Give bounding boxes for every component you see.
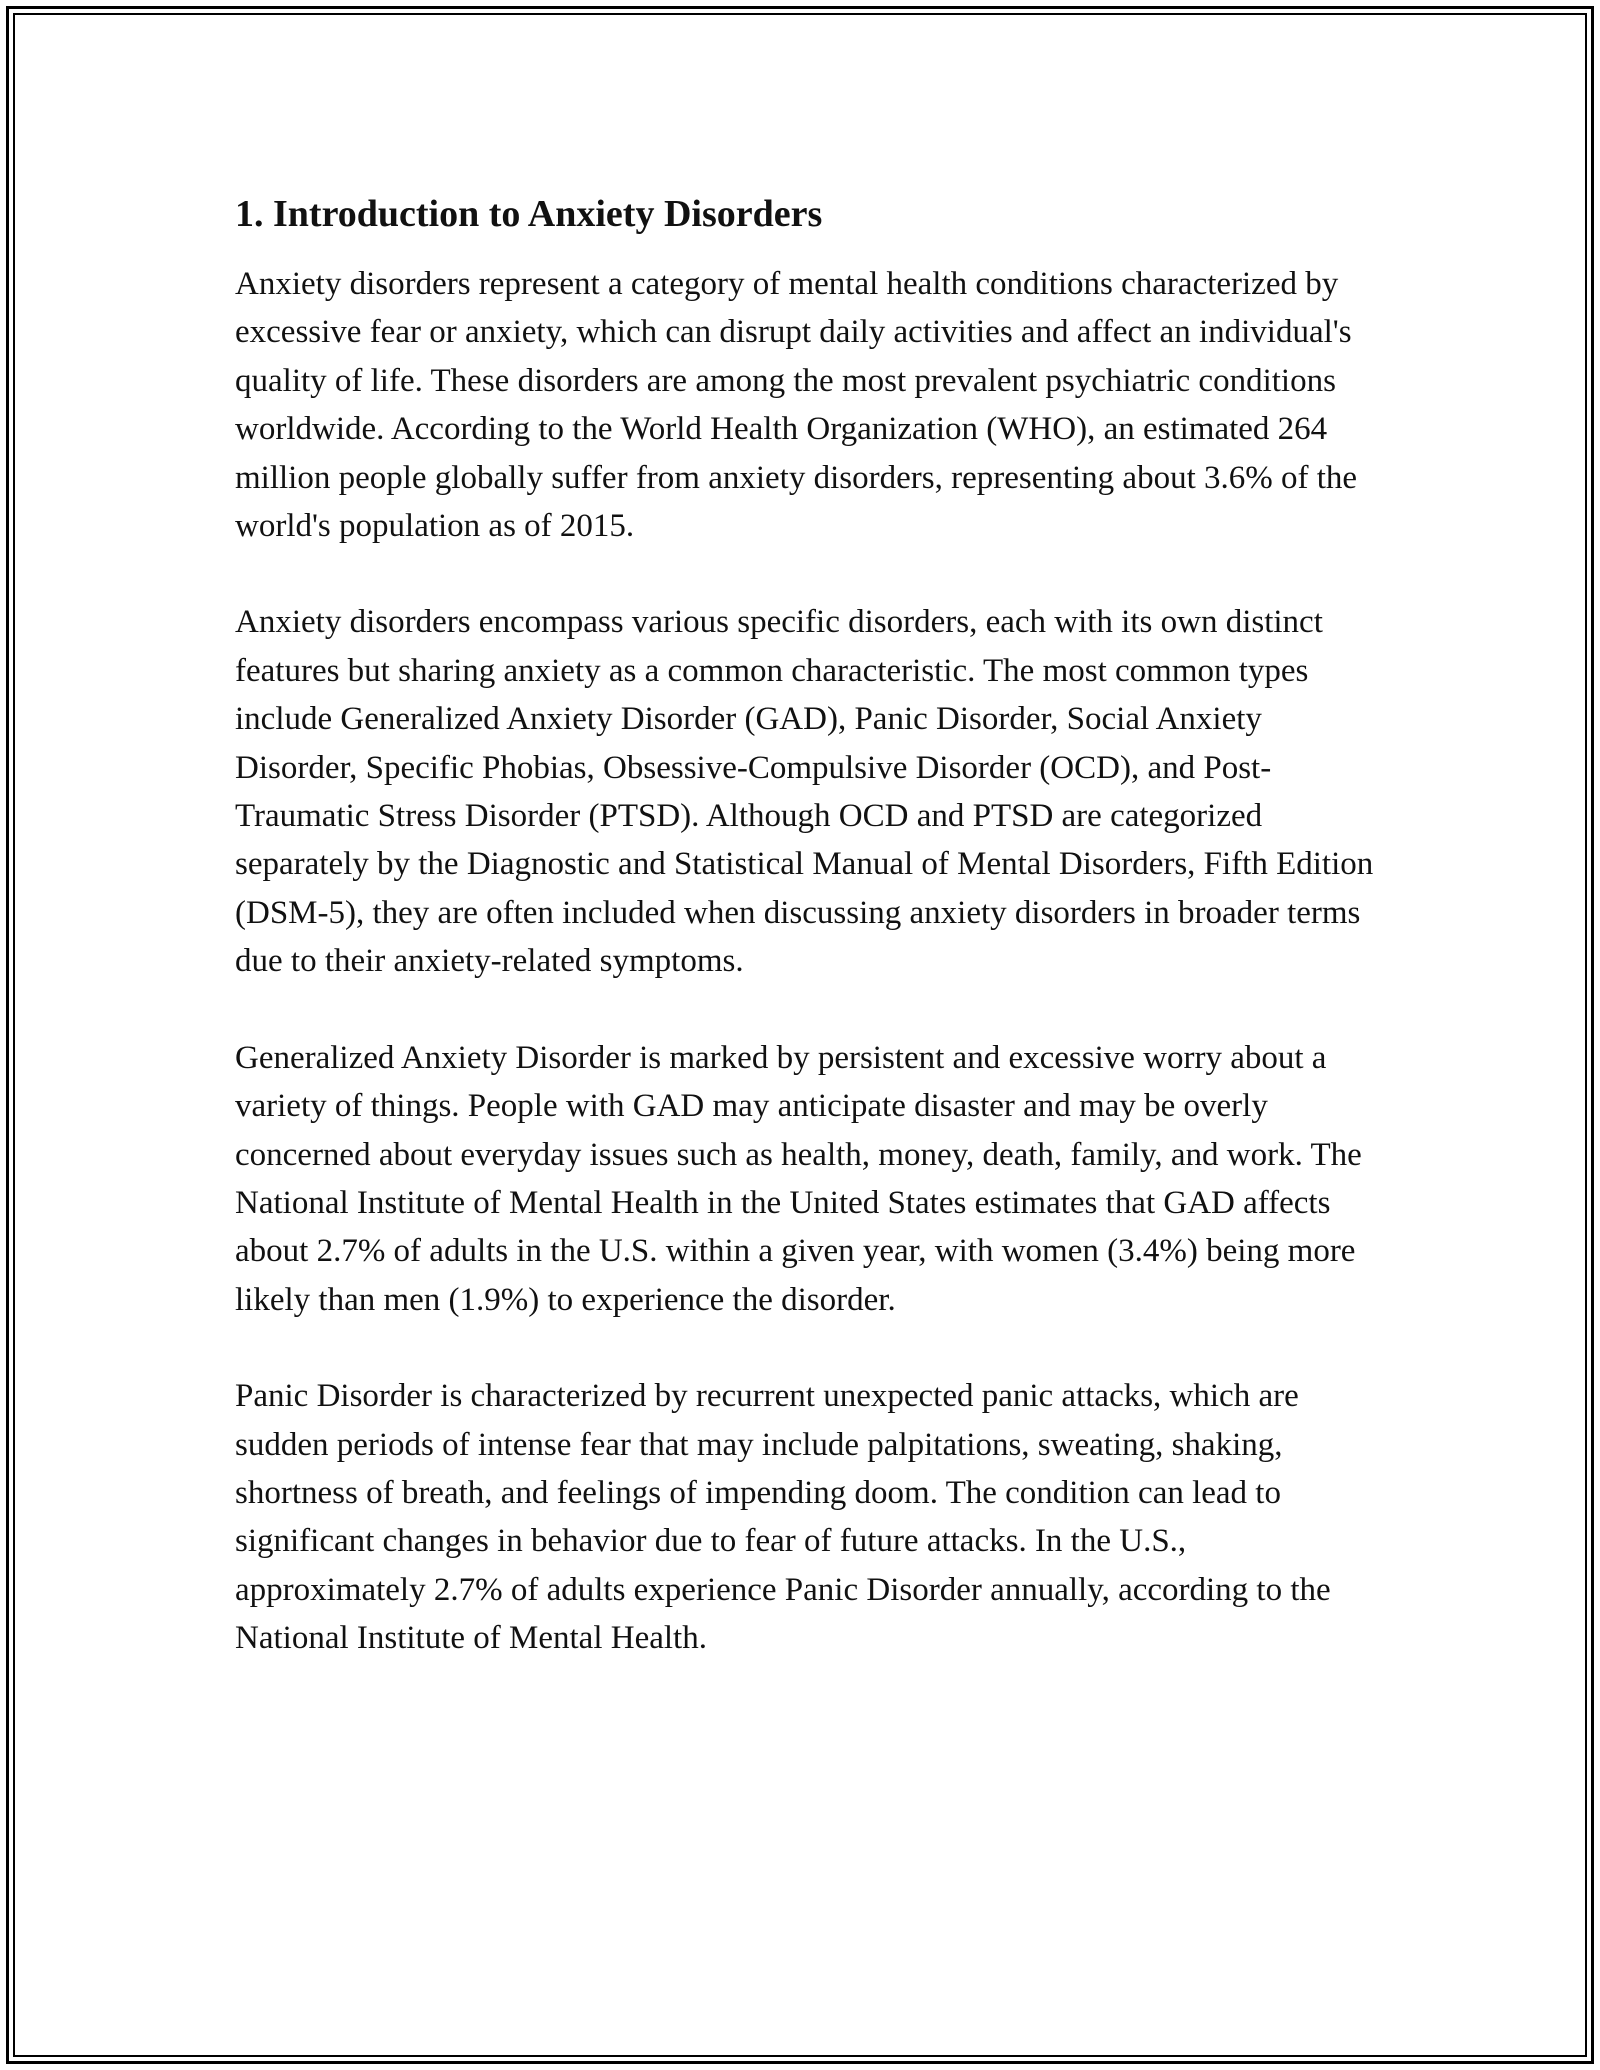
section-heading: 1. Introduction to Anxiety Disorders — [235, 193, 823, 235]
paragraph-intro: Anxiety disorders represent a category of mental health conditions characterized by excessive fear or anxiety, which can disrupt daily activities and affect an individual's quality of life. These disorders are among the most prevalent psychiatric conditions worldwide. According to the World Health Organization (WHO), an estimated 264 million people globally suffer from anxiety disorders, representing about 3.6% of the world's population as of 2015. — [235, 266, 1358, 545]
paragraph-types: Anxiety disorders encompass various specific disorders, each with its own distinct features but sharing anxiety as a common characteristic. The most common types include Generalized Anxiety Disorder (GAD), Panic Disorder, Social Anxiety Disorder, Specific Phobias, Obsessive-Compulsive Disorder (OCD), and Post-Traumatic Stress Disorder (PTSD). Although OCD and PTSD are categorized separately by the Diagnostic and Statistical Manual of Mental Disorders, Fifth Edition (DSM-5), they are often included when discussing anxiety disorders in broader terms due to their anxiety-related symptoms. — [235, 604, 1374, 980]
paragraph-panic: Panic Disorder is characterized by recurrent unexpected panic attacks, which are sudden periods of intense fear that may include palpitations, sweating, shaking, shortness of breath, and feelings of impending doom. The condition can lead to significant changes in behavior due to fear of future attacks. In the U.S., approximately 2.7% of adults experience Panic Disorder annually, according to the National Institute of Mental Health. — [235, 1378, 1331, 1657]
paragraph-gad: Generalized Anxiety Disorder is marked by persistent and excessive worry about a variety of things. People with GAD may anticipate disaster and may be overly concerned about everyday issues such as health, money, death, family, and work. The National Institute of Mental Health in the United States estimates that GAD affects about 2.7% of adults in the U.S. within a given year, with women (3.4%) being more likely than men (1.9%) to experience the disorder. — [235, 1039, 1362, 1318]
document-body — [235, 188, 1375, 1663]
